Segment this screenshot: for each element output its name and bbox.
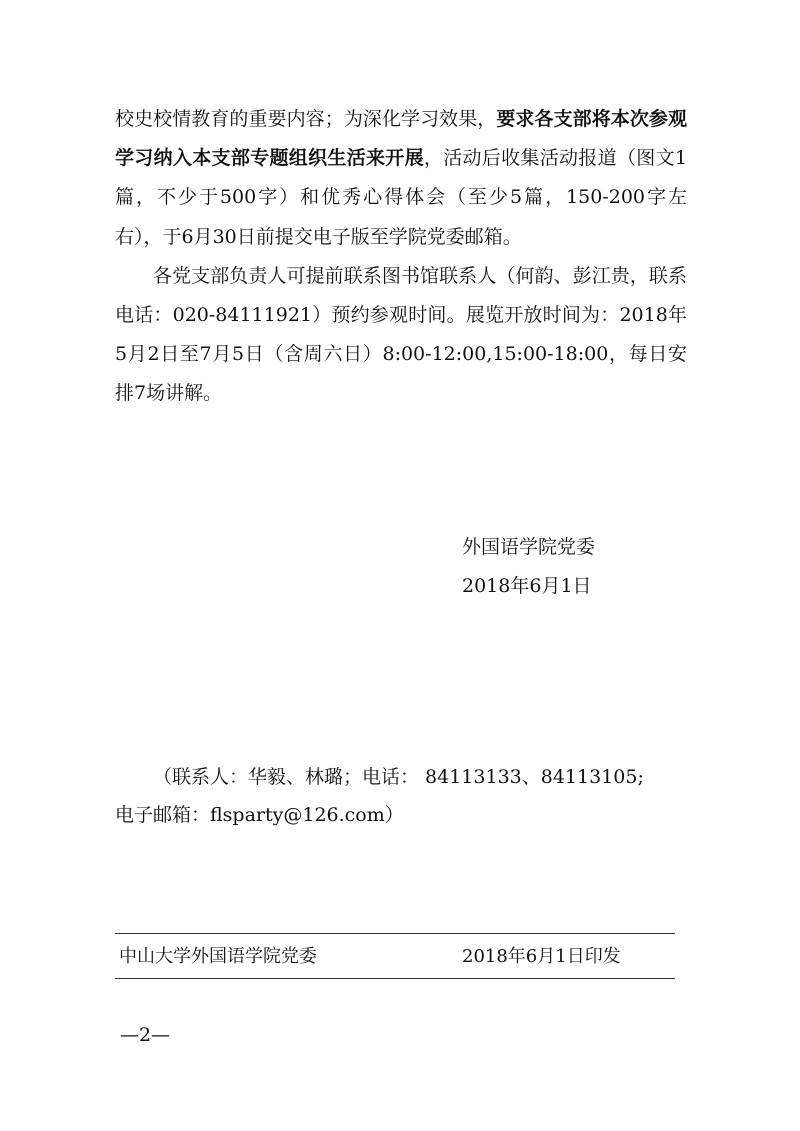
signature-date: 2018年6月1日	[462, 575, 592, 597]
footer-issue-date: 2018年6月1日印发	[462, 946, 621, 967]
contact-line-phone: （联系人：华毅、林璐；电话： 84113133、84113105;	[153, 766, 644, 788]
emphasized-requirement: 要求各支部将本次参观学习纳入本支部专题组织生活来开展	[115, 108, 687, 170]
signature-organization: 外国语学院党委	[462, 536, 596, 558]
contact-line-email: 电子邮箱：flsparty@126.com）	[115, 804, 404, 826]
footer-divider-bottom	[115, 978, 675, 979]
footer-divider-top	[115, 933, 675, 934]
paragraph-study-requirements	[115, 100, 687, 257]
paragraph-text: ，活动后收集活动报道（图文1篇，不少于500字）和优秀心得体会（至少5篇，150-200字左右），于6月30日前提交电子版至学院党委邮箱。	[115, 147, 687, 248]
contact-info	[115, 758, 687, 834]
page-number: —2—	[120, 1024, 171, 1046]
paragraph-visit-booking: 各党支部负责人可提前联系图书馆联系人（何韵、彭江贵，联系电话：020-84111921）预约参观时间。展览开放时间为：2018年5月2日至7月5日（含周六日）8:00-12:00,15:00-18:00，每日安排7场讲解。	[115, 264, 687, 405]
body-text	[115, 100, 687, 414]
paragraph-text: 校史校情教育的重要内容；为深化学习效果，	[115, 108, 497, 130]
footer-issuer: 中山大学外国语学院党委	[119, 946, 317, 967]
